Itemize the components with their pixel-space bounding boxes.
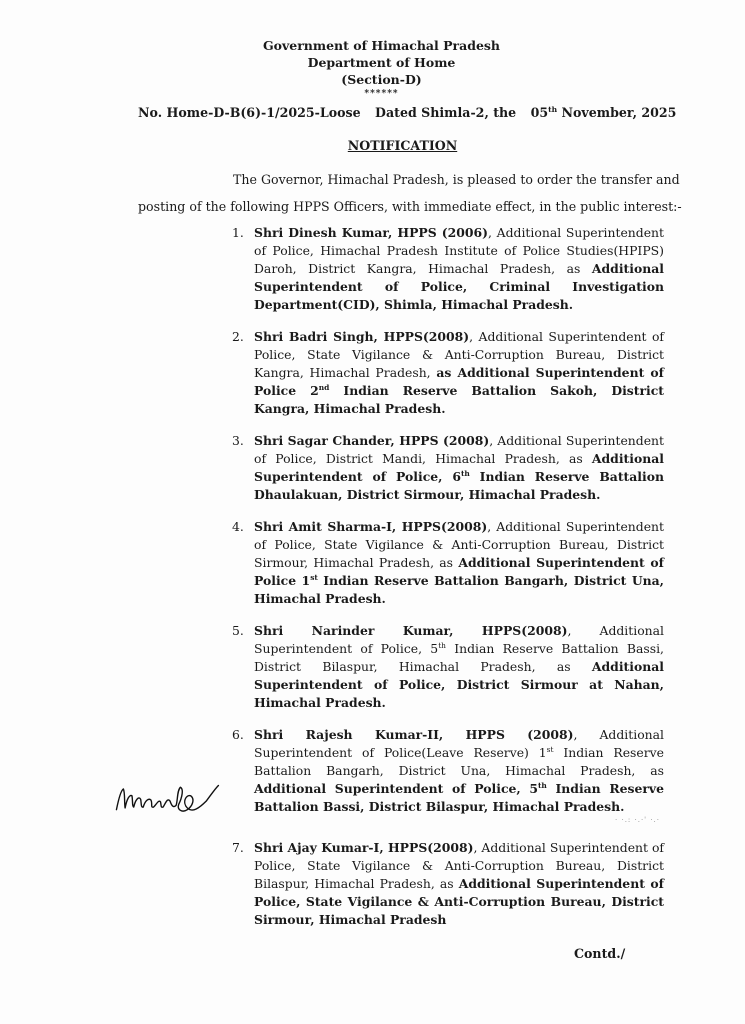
new-posting-rest: Indian Reserve Battalion Dhaulakuan, District Sirmour, Himachal Pradesh. [254,469,664,502]
order-item [232,224,664,314]
current-posting: , Additional Superintendent of Police, Himachal Pradesh Institute of Police Studies(HPIPS) Daroh, District Kangra, Himachal Pradesh, as [254,225,664,276]
new-posting-prefix: Additional Superintendent of Police, 6 [254,451,664,484]
order-body [254,622,664,712]
signature-icon [113,778,221,818]
order-body [254,432,664,504]
reference-line [138,104,745,122]
new-posting-prefix: as Additional Superintendent of Police 2 [254,365,664,398]
ordinal-suffix: st [546,744,554,754]
officer-name: Shri Amit Sharma-I, HPPS(2008) [254,519,488,534]
notification-title: NOTIFICATION [347,138,458,153]
order-body [254,328,664,418]
header-government: Government of Himachal Pradesh [262,38,501,53]
intro-line-1: The Governor, Himachal Pradesh, is pleased to order the transfer and [233,172,680,187]
current-posting-prefix: , Additional Superintendent of Police, 5 [254,623,665,656]
header-department: Department of Home [307,55,456,70]
faint-stamp-marks: · ·.: ·.·' ·.· [615,816,660,824]
continued-label: Contd./ [574,946,626,961]
ordinal-suffix: st [310,572,318,582]
order-item [232,518,664,608]
current-posting: , Additional Superintendent of Police, State Vigilance & Anti-Corruption Bureau, District Bilaspur, Himachal Pradesh, as [254,840,664,891]
intro-line-2: posting of the following HPPS Officers, with immediate effect, in the public interest:- [138,199,682,214]
date-day: 05 [530,105,549,120]
reference-date [531,105,677,120]
officer-name: Shri Badri Singh, HPPS(2008) [254,329,470,344]
ordinal-suffix: th [460,468,470,478]
current-posting-prefix: , Additional Superintendent of Police(Leave Reserve) 1 [254,727,664,760]
officer-name: Shri Ajay Kumar-I, HPPS(2008) [254,840,474,855]
new-posting-prefix: Additional Superintendent of Police 1 [254,555,664,588]
order-item [232,726,664,825]
ordinal-suffix: nd [318,382,330,392]
reference-dated: Dated Shimla-2, the [375,105,517,120]
new-posting-rest: Indian Reserve Battalion Sakoh, District Kangra, Himachal Pradesh. [254,383,664,416]
officer-name: Shri Sagar Chander, HPPS (2008) [254,433,490,448]
officer-name: Shri Dinesh Kumar, HPPS (2006) [254,225,488,240]
current-posting: , Additional Superintendent of Police, District Mandi, Himachal Pradesh, as [254,433,664,466]
order-number: 2. [232,329,244,344]
order-body [254,726,664,816]
order-item [232,622,664,712]
current-posting-rest: Indian Reserve Battalion Bangarh, District Una, Himachal Pradesh, as [254,745,664,778]
new-posting: Additional Superintendent of Police, State Vigilance & Anti-Corruption Bureau, District Sirmour, Himachal Pradesh [254,876,664,927]
new-posting-rest: Indian Reserve Battalion Bassi, District Bilaspur, Himachal Pradesh. [254,781,664,814]
order-number: 4. [232,519,244,534]
order-number: 6. [232,727,244,742]
new-posting-rest: Indian Reserve Battalion Bangarh, District Una, Himachal Pradesh. [254,573,664,606]
date-rest: November, 2025 [561,105,677,120]
current-posting: , Additional Superintendent of Police, State Vigilance & Anti-Corruption Bureau, District Kangra, Himachal Pradesh, [254,329,665,380]
order-number: 7. [232,840,244,855]
new-posting [254,781,664,814]
header-section: (Section-D) [341,72,422,87]
order-body [254,518,664,608]
ordinal-suffix: th [537,780,547,790]
order-number: 3. [232,433,244,448]
order-body [254,839,664,929]
date-suffix: th [548,104,558,114]
new-posting-prefix: Additional Superintendent of Police, 5 [254,781,538,796]
officer-name: Shri Rajesh Kumar-II, HPPS (2008) [254,727,574,742]
order-item [232,839,664,929]
current-posting: , Additional Superintendent of Police, State Vigilance & Anti-Corruption Bureau, District Sirmour, Himachal Pradesh, as [254,519,664,570]
order-body [254,224,664,314]
order-number: 1. [232,225,244,240]
new-posting: Additional Superintendent of Police, District Sirmour at Nahan, Himachal Pradesh. [254,659,664,710]
order-item [232,432,664,504]
header-separator: ****** [364,89,399,99]
orders-list [0,224,745,929]
order-item [232,328,664,418]
ordinal-suffix: th [438,640,446,650]
new-posting: Additional Superintendent of Police, Criminal Investigation Department(CID), Shimla, Himachal Pradesh. [254,261,664,312]
officer-name: Shri Narinder Kumar, HPPS(2008) [254,623,568,638]
order-number: 5. [232,623,244,638]
current-posting-rest: Indian Reserve Battalion Bassi, District Bilaspur, Himachal Pradesh, as [254,641,664,674]
reference-number: No. Home-D-B(6)-1/2025-Loose [138,105,361,120]
